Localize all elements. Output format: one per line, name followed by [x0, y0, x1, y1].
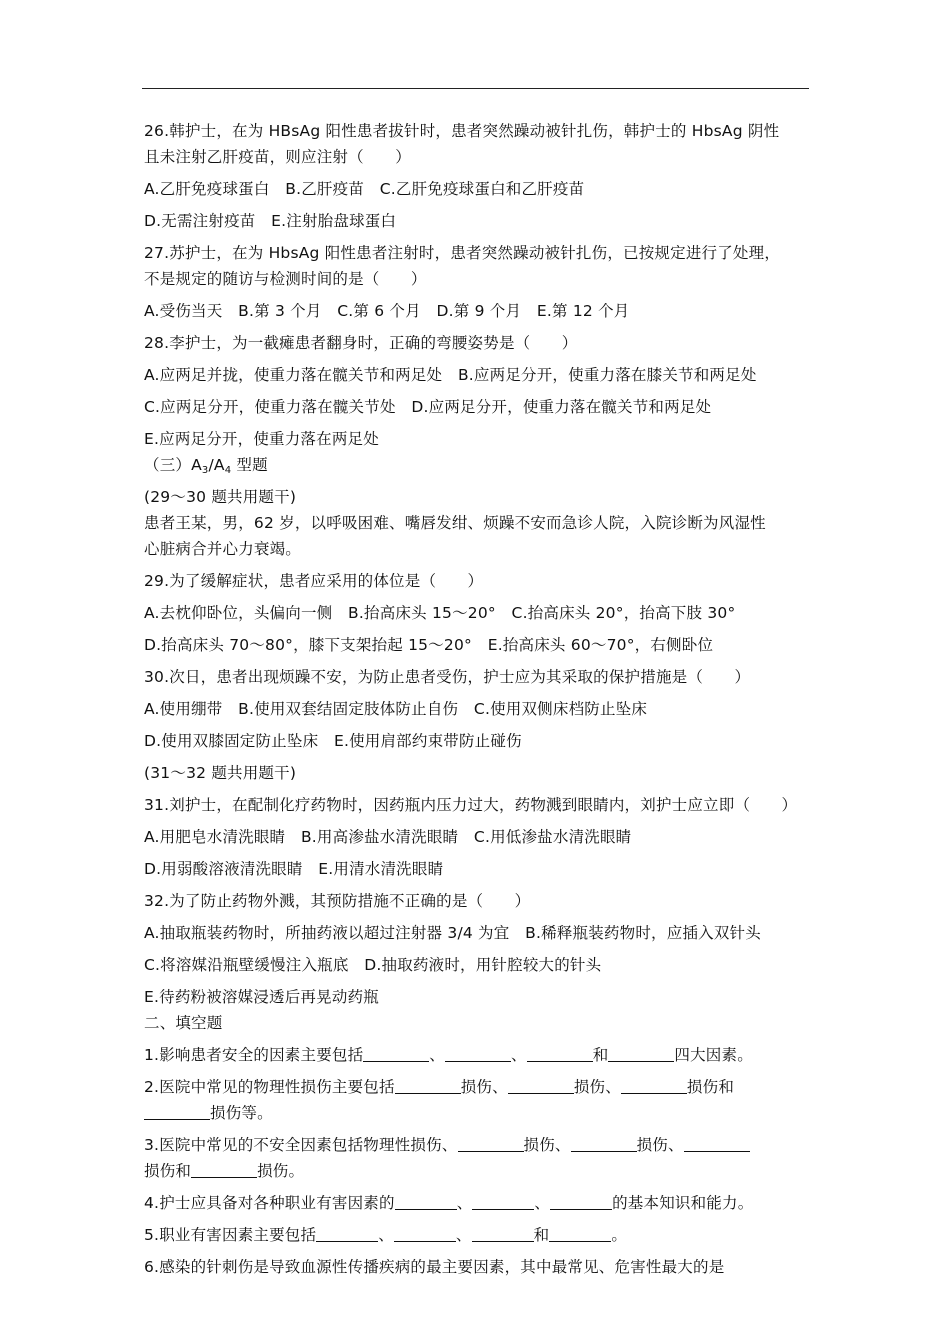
- blank: [395, 1079, 461, 1094]
- shared-stem-31-32: (31～32 题共用题干): [144, 764, 297, 782]
- fill-q2-1: 2.医院中常见的物理性损伤主要包括 损伤、 损伤、 损伤和: [144, 1078, 735, 1096]
- q27-stem-1: 27.苏护士，在为 HbsAg 阳性患者注射时，患者突然躁动被针扎伤，已按规定进行了处理，: [144, 244, 781, 262]
- q32-stem: 32.为了防止药物外溅，其预防措施不正确的是（ ）: [144, 892, 531, 910]
- blank: [316, 1227, 378, 1242]
- q28-options-2: C.应两足分开，使重力落在髋关节处 D.应两足分开，使重力落在髋关节和两足处: [144, 398, 712, 416]
- q31-stem: 31.刘护士，在配制化疗药物时，因药瓶内压力过大，药物溅到眼睛内，刘护士应立即（ ）: [144, 796, 798, 814]
- fill-q3-2: 损伤和 损伤。: [144, 1162, 305, 1180]
- q30-stem: 30.次日，患者出现烦躁不安，为防止患者受伤，护士应为其采取的保护措施是（ ）: [144, 668, 751, 686]
- blank: [445, 1047, 511, 1062]
- q29-options-1: A.去枕仰卧位，头偏向一侧 B.抬高床头 15～20° C.抬高床头 20°，抬高下肢 30°: [144, 604, 736, 622]
- case-text-2: 心脏病合并心力衰竭。: [144, 540, 302, 558]
- fill-q5: 5.职业有害因素主要包括 、 、 和 。: [144, 1226, 628, 1244]
- blank: [527, 1047, 593, 1062]
- fill-q1: 1.影响患者安全的因素主要包括 、 、 和 四大因素。: [144, 1046, 753, 1064]
- q31-options-1: A.用肥皂水清洗眼睛 B.用高渗盐水清洗眼睛 C.用低渗盐水清洗眼睛: [144, 828, 632, 846]
- q26-stem-2: 且未注射乙肝疫苗，则应注射（ ）: [144, 148, 411, 166]
- q31-options-2: D.用弱酸溶液清洗眼睛 E.用清水清洗眼睛: [144, 860, 444, 878]
- q30-options-2: D.使用双膝固定防止坠床 E.使用肩部约束带防止碰伤: [144, 732, 522, 750]
- blank: [458, 1137, 524, 1152]
- q27-options: A.受伤当天 B.第 3 个月 C.第 6 个月 D.第 9 个月 E.第 12 个月: [144, 302, 630, 320]
- blank: [363, 1047, 429, 1062]
- q26-stem-1: 26.韩护士，在为 HBsAg 阳性患者拔针时，患者突然躁动被针扎伤，韩护士的 HbsAg 阴性: [144, 122, 780, 140]
- section-heading-fill-blank: 二、填空题: [144, 1014, 223, 1032]
- q32-options-3: E.待药粉被溶媒浸透后再晃动药瓶: [144, 988, 379, 1006]
- blank: [472, 1195, 534, 1210]
- blank: [684, 1137, 750, 1152]
- blank: [395, 1195, 457, 1210]
- blank: [191, 1163, 257, 1178]
- header-rule: [142, 88, 809, 89]
- q30-options-1: A.使用绷带 B.使用双套结固定肢体防止自伤 C.使用双侧床档防止坠床: [144, 700, 648, 718]
- q27-stem-2: 不是规定的随访与检测时间的是（ ）: [144, 270, 427, 288]
- fill-q4: 4.护士应具备对各种职业有害因素的 、 、 的基本知识和能力。: [144, 1194, 754, 1212]
- blank: [394, 1227, 456, 1242]
- blank: [608, 1047, 674, 1062]
- q29-stem: 29.为了缓解症状，患者应采用的体位是（ ）: [144, 572, 484, 590]
- q32-options-2: C.将溶媒沿瓶壁缓慢注入瓶底 D.抽取药液时，用针腔较大的针头: [144, 956, 602, 974]
- blank: [144, 1105, 210, 1120]
- q28-stem: 28.李护士，为一截瘫患者翻身时，正确的弯腰姿势是（ ）: [144, 334, 578, 352]
- q26-options-2: D.无需注射疫苗 E.注射胎盘球蛋白: [144, 212, 397, 230]
- shared-stem-29-30: (29～30 题共用题干): [144, 488, 297, 506]
- q32-options-1: A.抽取瓶装药物时，所抽药液以超过注射器 3/4 为宜 B.稀释瓶装药物时，应插入双针头: [144, 924, 761, 942]
- blank: [508, 1079, 574, 1094]
- section-heading-a3a4: （三）$A_3/A_4$ 型题: [144, 456, 268, 476]
- blank: [621, 1079, 687, 1094]
- q29-options-2: D.抬高床头 70～80°，膝下支架抬起 15～20° E.抬高床头 60～70°，右侧卧位: [144, 636, 714, 654]
- fill-q2-2: 损伤等。: [144, 1100, 812, 1126]
- q26-options-1: A.乙肝免疫球蛋白 B.乙肝疫苗 C.乙肝免疫球蛋白和乙肝疫苗: [144, 180, 585, 198]
- fill-q3-1: 3.医院中常见的不安全因素包括物理性损伤、 损伤、 损伤、: [144, 1132, 812, 1158]
- case-text-1: 患者王某，男，62 岁，以呼吸困难、嘴唇发绀、烦躁不安而急诊人院，入院诊断为风湿性: [144, 514, 766, 532]
- q28-options-3: E.应两足分开，使重力落在两足处: [144, 430, 379, 448]
- document-body: [144, 118, 812, 1280]
- blank: [472, 1227, 534, 1242]
- blank: [550, 1195, 612, 1210]
- fill-q6: 6.感染的针刺伤是导致血源性传播疾病的最主要因素，其中最常见、危害性最大的是: [144, 1258, 725, 1276]
- q28-options-1: A.应两足并拢，使重力落在髋关节和两足处 B.应两足分开，使重力落在膝关节和两足处: [144, 366, 757, 384]
- blank: [549, 1227, 611, 1242]
- blank: [571, 1137, 637, 1152]
